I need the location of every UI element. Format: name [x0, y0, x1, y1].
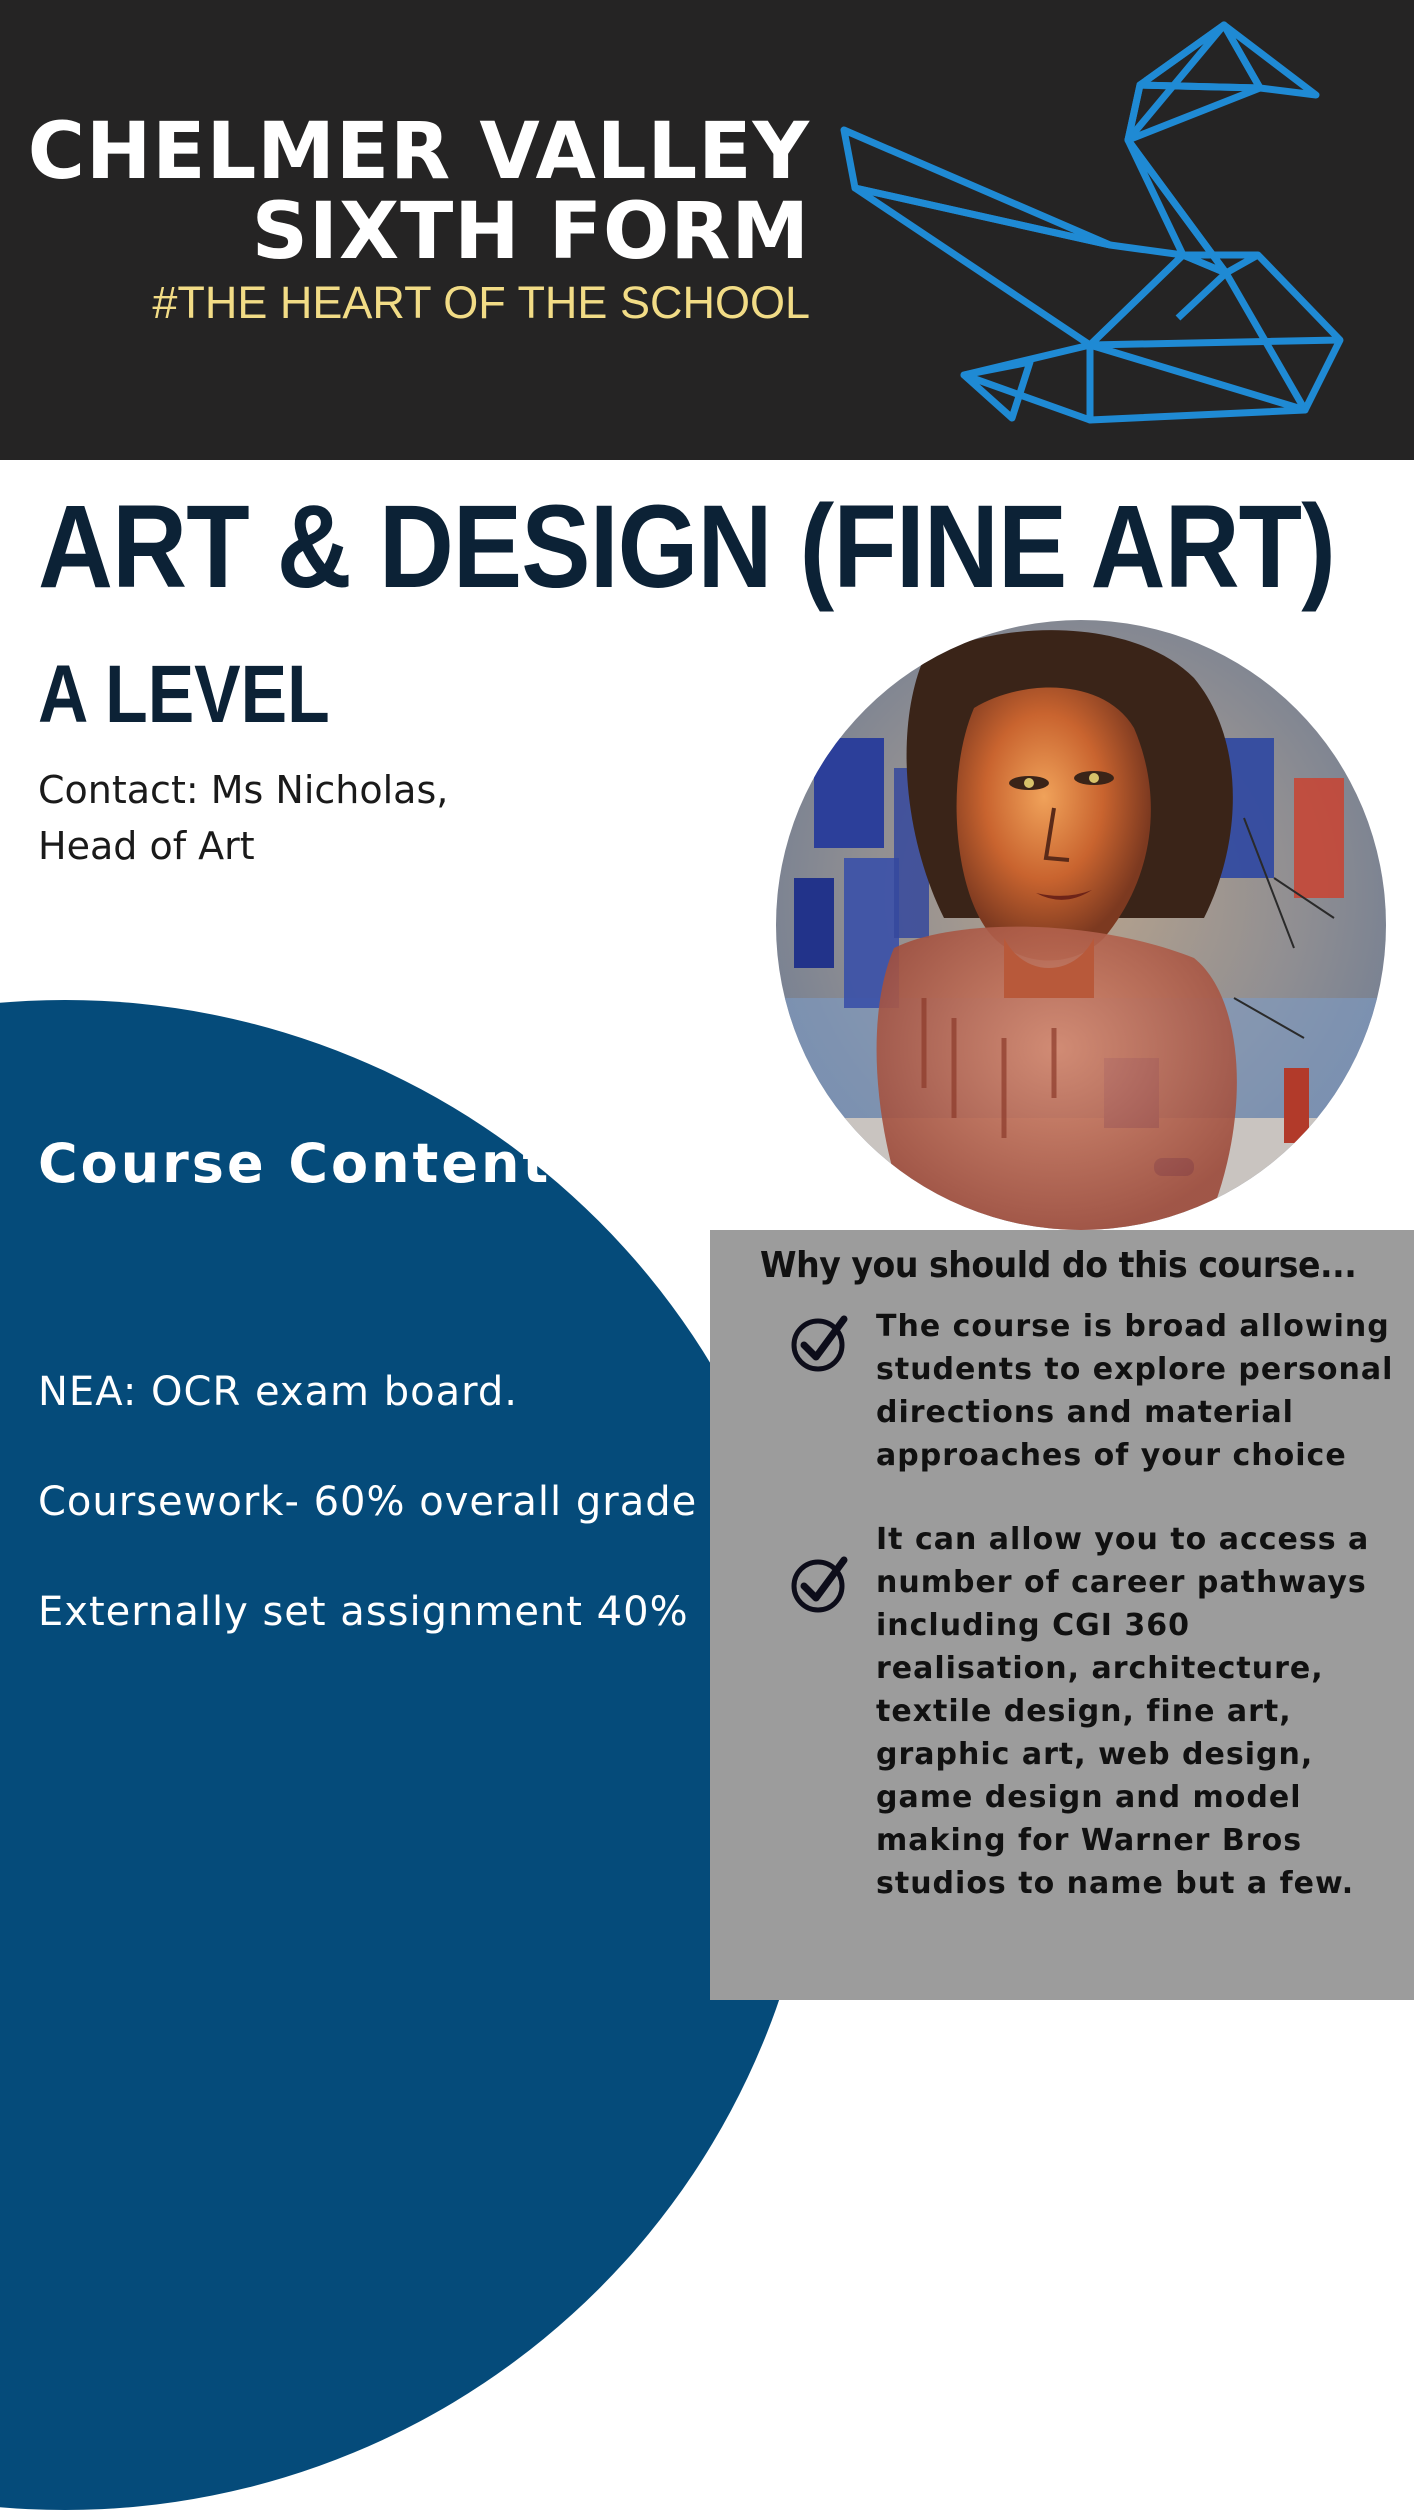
course-content-list [38, 1362, 697, 1692]
contact-info [38, 762, 558, 874]
painting-image [774, 618, 1388, 1232]
school-name [27, 107, 810, 277]
school-name-line2: SIXTH FORM [251, 187, 810, 277]
why-item-text: The course is broad allowing students to explore personal directions and material approaches of your choice [876, 1309, 1394, 1473]
why-item [790, 1305, 1400, 1477]
header-banner [0, 0, 1414, 460]
contact-name: Contact: Ms Nicholas, [38, 768, 449, 812]
course-title: ART & DESIGN (FINE ART) [38, 481, 1335, 613]
why-item [790, 1518, 1400, 1905]
course-content-circle [0, 1000, 820, 2510]
course-level: A LEVEL [38, 649, 330, 740]
course-content-heading: Course Content: [38, 1132, 576, 1195]
content-item: Coursework- 60% overall grade [38, 1479, 698, 1525]
content-item: NEA: OCR exam board. [38, 1369, 518, 1415]
check-circle-icon [790, 1313, 850, 1373]
why-title: Why you should do this course... [760, 1245, 1357, 1286]
contact-role: Head of Art [38, 824, 255, 868]
origami-swan-logo [836, 20, 1346, 430]
check-circle-icon [790, 1554, 850, 1614]
why-item-text: It can allow you to access a number of career pathways including CGI 360 realisation, architecture, textile design, fine art, graphic art, web design, game design and model making for Warner Bros studios to name but a few. [876, 1522, 1370, 1901]
content-item: Externally set assignment 40% [38, 1589, 689, 1635]
tagline: #THE HEART OF THE SCHOOL [152, 277, 810, 328]
school-name-line1: CHELMER VALLEY [27, 107, 810, 197]
